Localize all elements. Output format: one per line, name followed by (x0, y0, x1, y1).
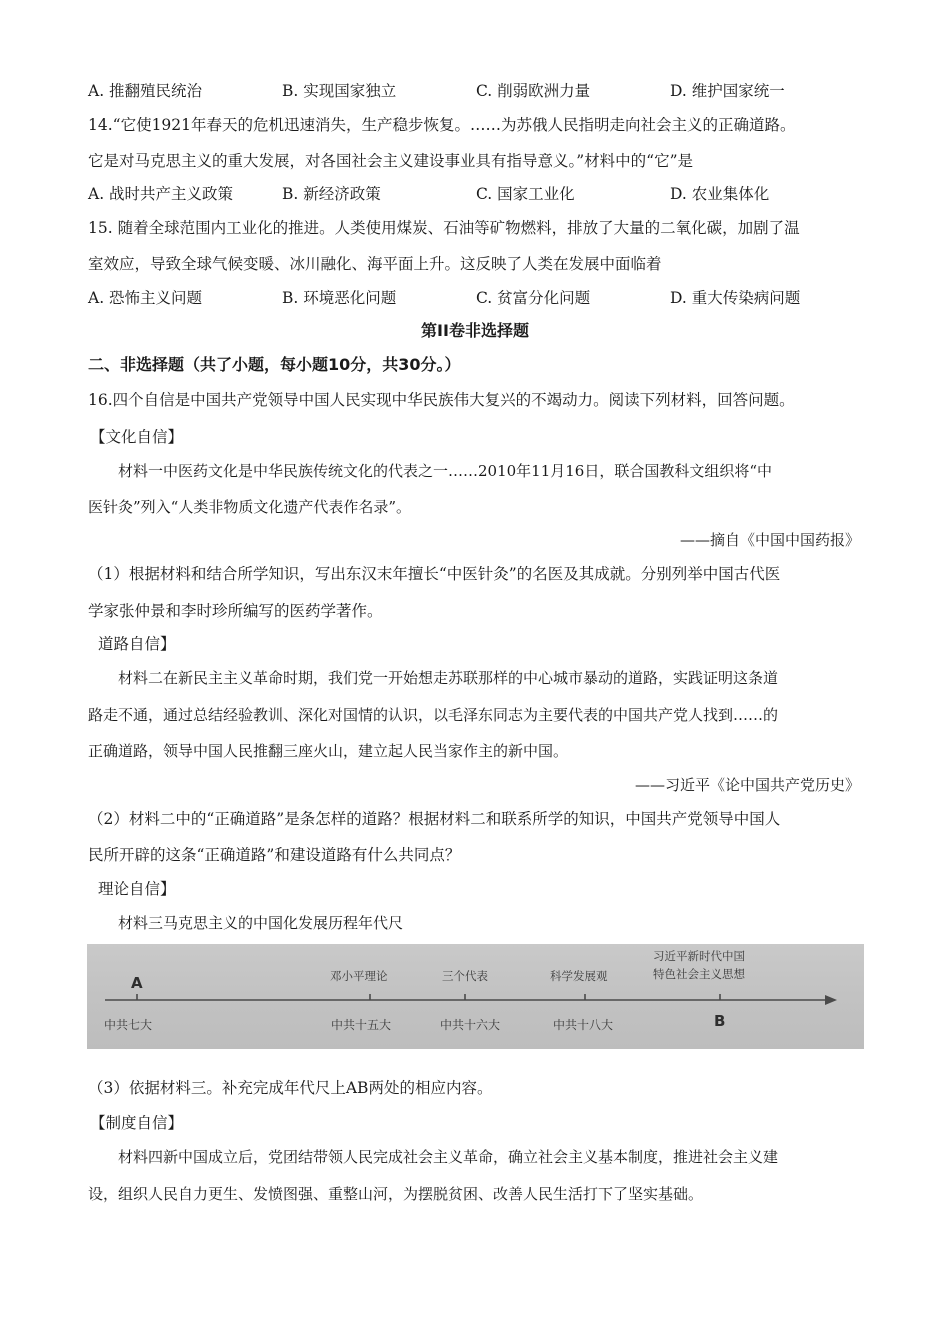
timeline-label-scientific-outlook: 科学发展观 (550, 969, 608, 983)
timeline-label-xi-thought-line-1: 习近平新时代中国 (653, 949, 745, 963)
timeline-label-18th-congress: 中共十八大 (553, 1018, 614, 1032)
q14-option-b: B. 新经济政策 (282, 185, 381, 203)
sub-question-2-line-2: 民所开辟的这条“正确道路”和建设道路有什么共同点？ (88, 846, 461, 864)
label-theory-confidence: 理论自信】 (98, 880, 176, 898)
material-1-source: ——摘自《中国中国药报》 (679, 531, 860, 549)
material-2-line-1: 材料二在新民主主义革命时期，我们党一开始想走苏联那样的中心城市暴动的道路，实践证明这条道 (118, 669, 779, 687)
q14-stem-line-1: 14.“它使1921年春天的危机迅速消失，生产稳步恢复。……为苏俄人民指明走向社会主义的正确道路。 (88, 116, 796, 134)
sub-question-1-line-1: （1）根据材料和结合所学知识，写出东汉末年擅长“中医针灸”的名医及其成就。分别列举中国古代医 (88, 565, 781, 583)
material-2-line-2: 路走不通，通过总结经验教训、深化对国情的认识，以毛泽东同志为主要代表的中国共产党人找到……的 (88, 706, 779, 724)
q13-option-d: D. 维护国家统一 (670, 82, 785, 100)
material-2-line-3: 正确道路，领导中国人民推翻三座火山，建立起人民当家作主的新中国。 (88, 742, 569, 760)
timeline-label-deng-theory: 邓小平理论 (330, 969, 388, 983)
timeline-label-15th-congress: 中共十五大 (331, 1018, 392, 1032)
q15-option-a: A. 恐怖主义问题 (88, 289, 203, 307)
q15-stem-line-1: 15. 随着全球范围内工业化的推进。人类使用煤炭、石油等矿物燃料，排放了大量的二氧化碳，加剧了温 (88, 219, 800, 237)
timeline-label-7th-congress: 中共七大 (104, 1018, 153, 1032)
q14-option-c: C. 国家工业化 (476, 185, 575, 203)
q14-option-a: A. 战时共产主义政策 (88, 185, 234, 203)
timeline-label-xi-thought-line-2: 特色社会主义思想 (653, 967, 745, 981)
material-3-title: 材料三马克思主义的中国化发展历程年代尺 (118, 914, 404, 932)
q15-option-b: B. 环境恶化问题 (282, 289, 397, 307)
sub-question-3: （3）依据材料三。补充完成年代尺上AB两处的相应内容。 (88, 1079, 493, 1097)
label-road-confidence: 道路自信】 (98, 635, 176, 653)
timeline-figure (87, 944, 864, 1049)
timeline-letter-a: A (131, 974, 143, 992)
timeline-axis (87, 944, 864, 1049)
q13-option-c: C. 削弱欧洲力量 (476, 82, 591, 100)
section-two-heading: 二、非选择题（共了小题，每小题10分，共30分。） (88, 355, 461, 374)
q14-stem-line-2: 它是对马克思主义的重大发展，对各国社会主义建设事业具有指导意义。”材料中的“它”是 (88, 152, 694, 170)
q15-option-c: C. 贫富分化问题 (476, 289, 591, 307)
q14-option-d: D. 农业集体化 (670, 185, 770, 203)
q13-option-b: B. 实现国家独立 (282, 82, 397, 100)
label-system-confidence: 【制度自信】 (90, 1114, 184, 1132)
timeline-label-16th-congress: 中共十六大 (440, 1018, 501, 1032)
q13-option-a: A. 推翻殖民统治 (88, 82, 203, 100)
label-culture-confidence: 【文化自信】 (90, 428, 184, 446)
q16-intro: 16.四个自信是中国共产党领导中国人民实现中华民族伟大复兴的不竭动力。阅读下列材料，回答问题。 (88, 391, 795, 409)
material-1-line-2: 医针灸”列入“人类非物质文化遗产代表作名录”。 (88, 498, 412, 516)
part-two-title: 第II卷非选择题 (421, 321, 529, 340)
q15-option-d: D. 重大传染病问题 (670, 289, 801, 307)
material-1-line-1: 材料一中医药文化是中华民族传统文化的代表之一……2010年11月16日，联合国教科文组织将“中 (118, 462, 773, 480)
timeline-label-three-represents: 三个代表 (442, 969, 488, 983)
material-4-line-1: 材料四新中国成立后，党团结带领人民完成社会主义革命，确立社会主义基本制度，推进社会主义建 (118, 1148, 779, 1166)
q15-stem-line-2: 室效应，导致全球气候变暖、冰川融化、海平面上升。这反映了人类在发展中面临着 (88, 255, 662, 273)
timeline-letter-b: B (714, 1012, 726, 1030)
sub-question-1-line-2: 学家张仲景和李时珍所编写的医药学著作。 (88, 602, 383, 620)
material-4-line-2: 设，组织人民自力更生、发愤图强、重整山河，为摆脱贫困、改善人民生活打下了坚实基础。 (88, 1185, 704, 1203)
sub-question-2-line-1: （2）材料二中的“正确道路”是条怎样的道路？根据材料二和联系所学的知识，中国共产党领导中国人 (88, 810, 781, 828)
material-2-source: ——习近平《论中国共产党历史》 (634, 776, 860, 794)
